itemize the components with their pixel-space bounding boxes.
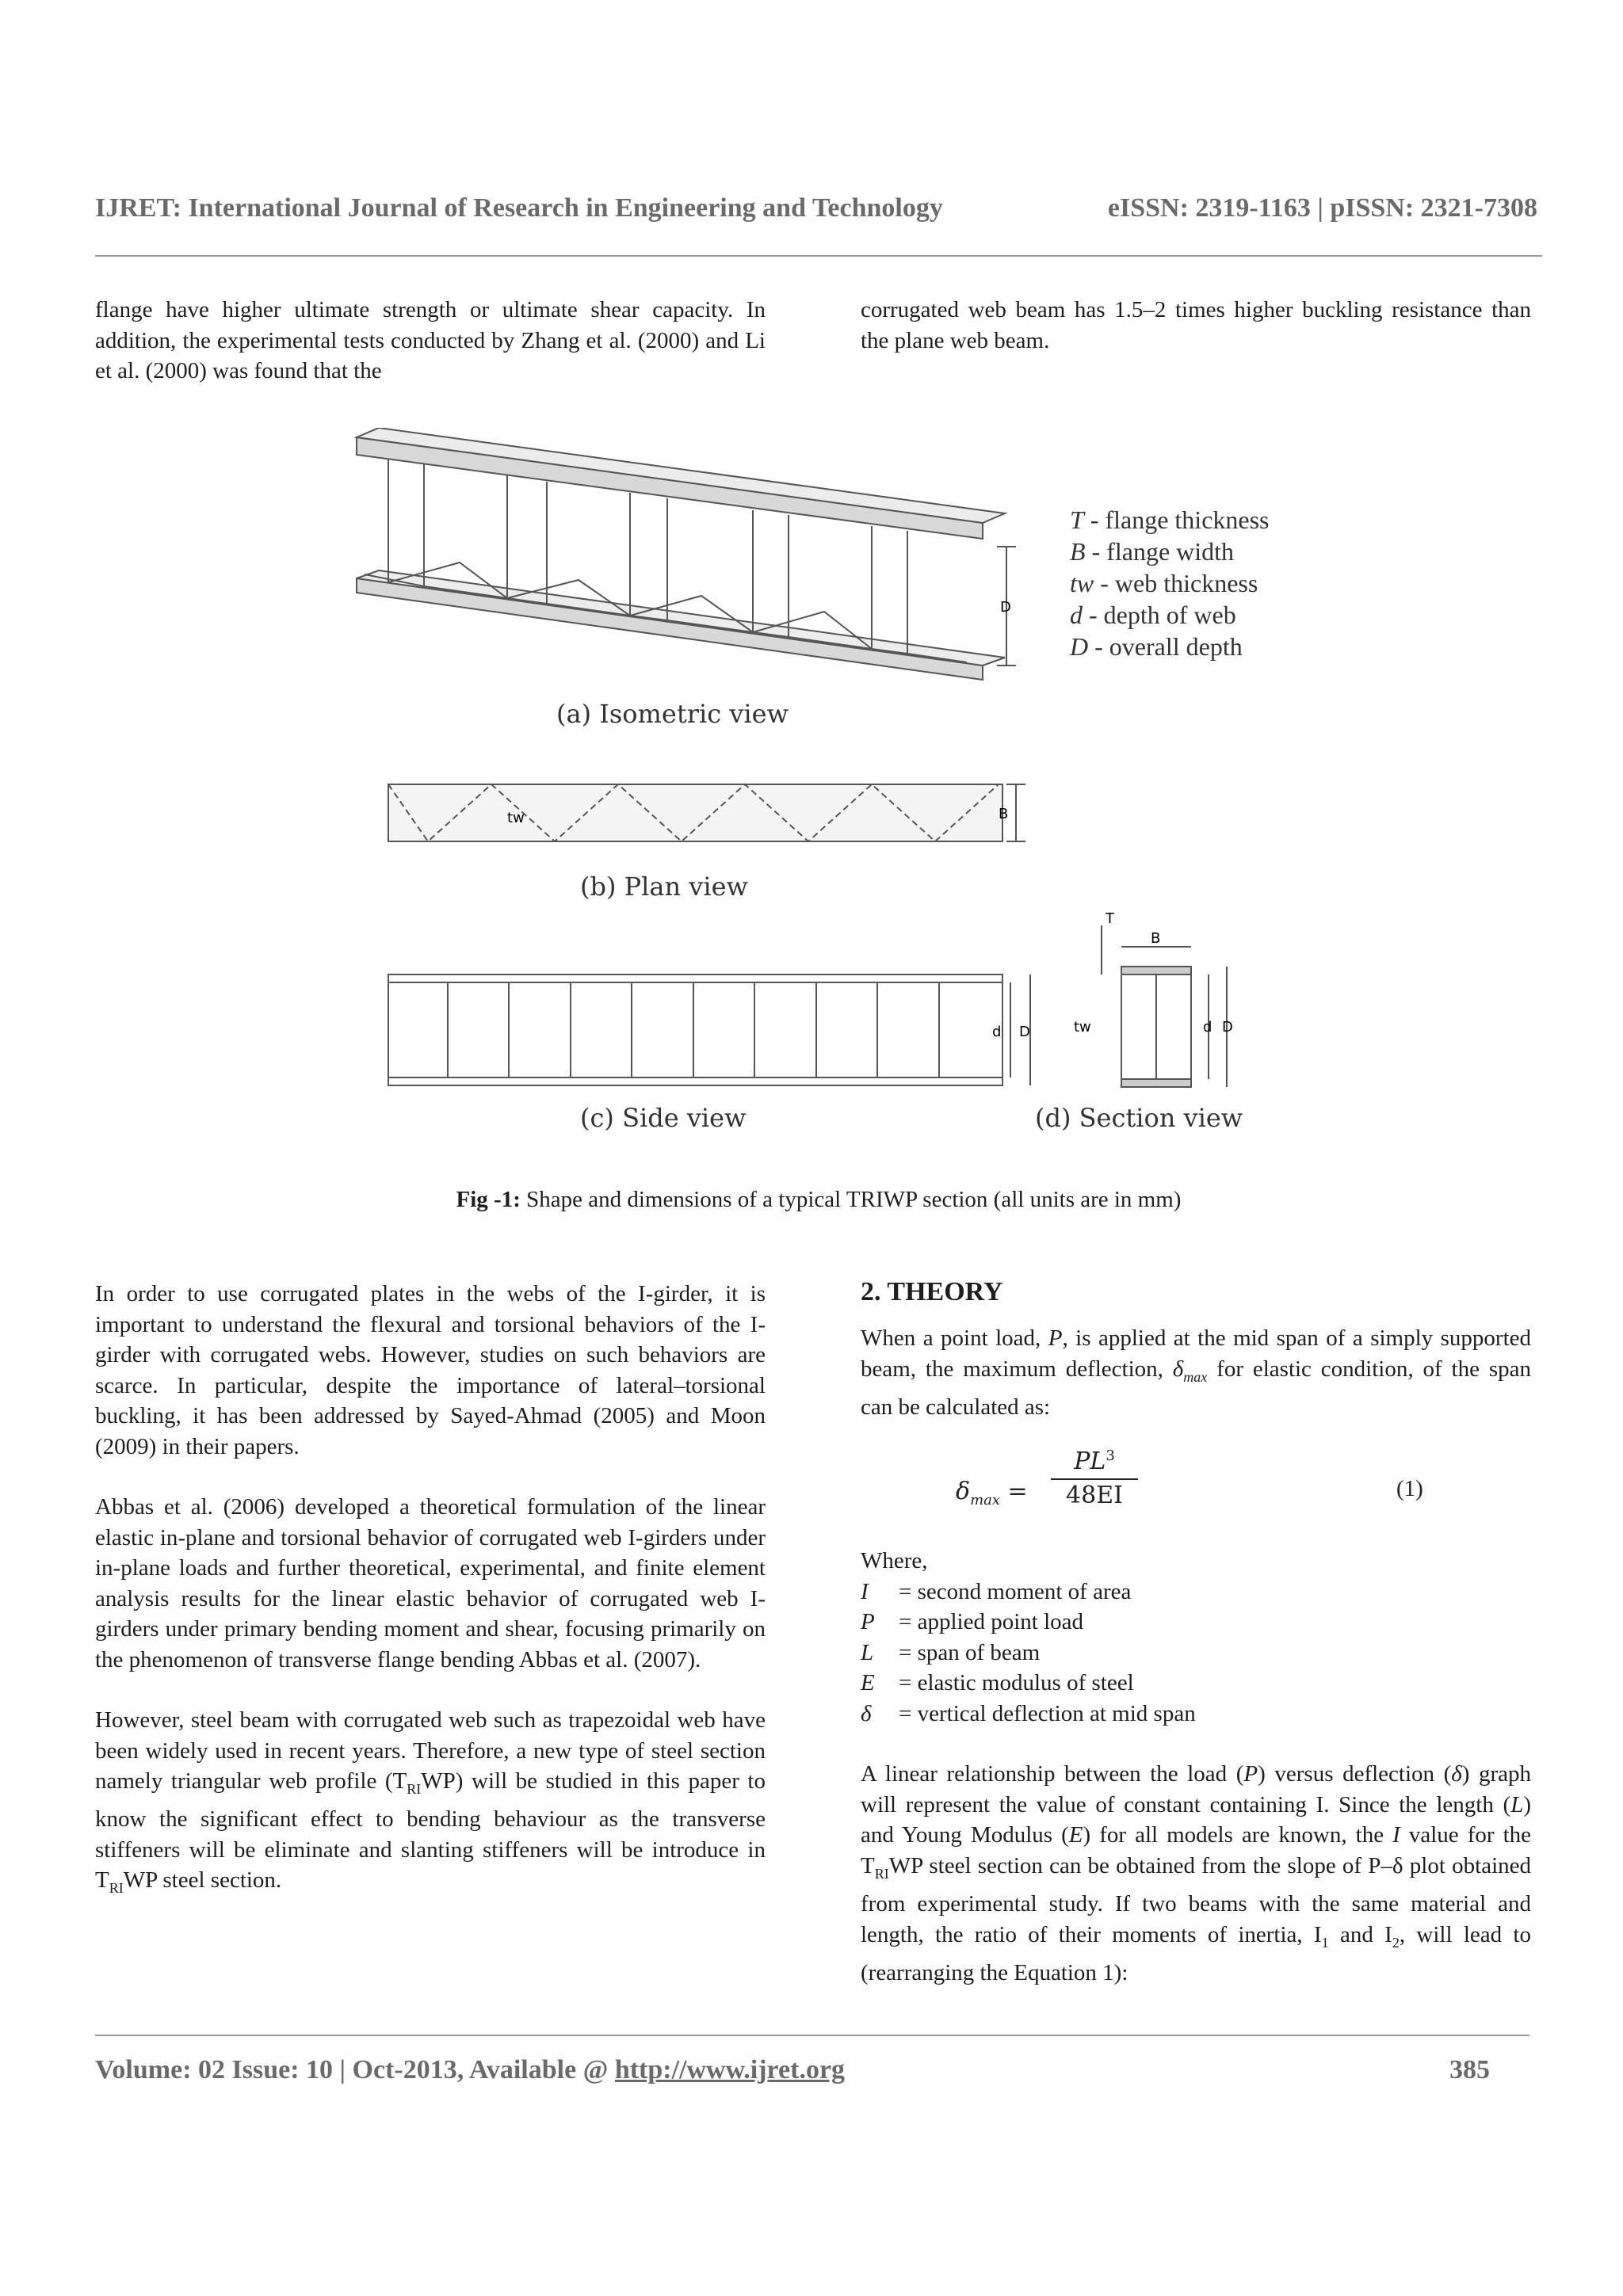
equation-1: $\delta_{max}$ = $PL^3$ 48EI (1) bbox=[956, 1447, 1423, 1510]
journal-url-link[interactable]: http://www.ijret.org bbox=[614, 2055, 846, 2084]
legend-item: T - flange thickness bbox=[1070, 505, 1270, 534]
isometric-view-drawing bbox=[357, 428, 1005, 680]
figure-caption: Fig -1: Shape and dimensions of a typical TRIWP section (all units are in mm) bbox=[456, 1187, 1182, 1212]
dim-tw-section: tw bbox=[1074, 1019, 1091, 1035]
legend-item: tw - web thickness bbox=[1070, 569, 1258, 597]
footer: Volume: 02 Issue: 10 | Oct-2013, Available @ http://www.ijret.org 385 bbox=[95, 2055, 1490, 2084]
section-heading: 2. THEORY bbox=[861, 1277, 1003, 1306]
paragraph: However, steel beam with corrugated web such as trapezoidal web have been widely used in recent years. Therefore, a new type of steel section namely triangular web profile $(T_{RI}WP)$ will be studied in this paper to know the significant effect to bending behaviour as the transverse stiffeners will be eliminate and slanting stiffeners will be introduce in $T_{RI}WP$ steel section. bbox=[95, 1707, 766, 1897]
footer-rule bbox=[95, 2035, 1529, 2036]
figure-1 bbox=[341, 428, 1316, 1228]
definition-row: E = elastic modulus of steel bbox=[861, 1670, 1134, 1696]
top-right-paragraph bbox=[861, 295, 1531, 356]
right-column bbox=[861, 1277, 1531, 1988]
dim-B-plan: B bbox=[999, 806, 1009, 822]
dim-D-section: D bbox=[1222, 1019, 1233, 1035]
paragraph: In order to use corrugated plates in the webs of the I-girder, it is important to understand the flexural and torsional behaviors of the I-girder with corrugated webs. However, studies on such behaviors are scarce. In particular, despite the importance of lateral–torsional buckling, it has been addressed by Sayed-Ahmad (2005) and Moon (2009) in their papers. bbox=[95, 1281, 766, 1459]
legend-item: d - depth of web bbox=[1070, 601, 1236, 629]
running-header bbox=[95, 193, 1537, 223]
label-isometric-view: (a) Isometric view bbox=[556, 699, 789, 729]
section-view-drawing bbox=[1121, 967, 1191, 1087]
issn: eISSN: 2319-1163 | pISSN: 2321-7308 bbox=[1107, 193, 1537, 223]
dim-tw-plan: tw bbox=[507, 810, 525, 826]
dim-D-iso: D bbox=[1000, 599, 1011, 616]
label-section-view: (d) Section view bbox=[1035, 1103, 1243, 1133]
header-rule bbox=[95, 255, 1542, 257]
definition-row: L = span of beam bbox=[861, 1639, 1041, 1665]
definition-row: P = applied point load bbox=[861, 1609, 1084, 1635]
journal-title: IJRET: International Journal of Research in Engineering and Technology bbox=[95, 193, 943, 223]
where-label: Where, bbox=[861, 1548, 928, 1574]
legend-item: D - overall depth bbox=[1070, 632, 1243, 661]
paragraph: When a point load, P, is applied at the mid span of a simply supported beam, the maximum deflection, $\delta_{max}$ for elastic condition, of the span can be calculated as: bbox=[861, 1325, 1531, 1420]
definition-row: I = second moment of area bbox=[861, 1578, 1132, 1604]
paragraph: corrugated web beam has 1.5–2 times higher buckling resistance than the plane web beam. bbox=[861, 297, 1531, 353]
left-column bbox=[95, 1279, 766, 1904]
dim-d-side: d bbox=[992, 1024, 1002, 1040]
dim-B-section: B bbox=[1151, 930, 1161, 947]
legend-item: B - flange width bbox=[1070, 537, 1235, 566]
variable-definitions bbox=[861, 1577, 1531, 1730]
top-left-paragraph bbox=[95, 295, 766, 387]
paragraph: Abbas et al. (2006) developed a theoretical formulation of the linear elastic in-plane and torsional behavior of corrugated web I-girders under in-plane loads and further theoretical, experimental, and finite element analysis results for the linear elastic behavior of corrugated web I-girders under primary bending moment and shear, focusing primarily on the phenomenon of transverse flange bending Abbas et al. (2007). bbox=[95, 1494, 766, 1672]
side-view-drawing bbox=[388, 974, 1002, 1085]
definition-row: δ = vertical deflection at mid span bbox=[861, 1700, 1196, 1726]
label-plan-view: (b) Plan view bbox=[580, 871, 748, 902]
label-side-view: (c) Side view bbox=[580, 1103, 747, 1133]
plan-view-drawing bbox=[388, 784, 1002, 841]
dim-T-section: T bbox=[1106, 910, 1114, 927]
page-number: 385 bbox=[1449, 2055, 1490, 2084]
dim-d-section: d bbox=[1203, 1019, 1212, 1035]
figure-legend bbox=[1070, 504, 1308, 662]
paragraph: flange have higher ultimate strength or ultimate shear capacity. In addition, the experimental tests conducted by Zhang et al. (2000) and Li et al. (2000) was found that the bbox=[95, 297, 766, 383]
paragraph: A linear relationship between the load (P) versus deflection (δ) graph will represent the value of constant containing I. Since the length (L) and Young Modulus (E) for all models are known, the I value for the $T_{RI}WP$ steel section can be obtained from the slope of P–δ plot obtained from experimental study. If two beams with the same material and length, the ratio of their moments of inertia, $I_1$ and $I_2$, will lead to (rearranging the Equation 1): bbox=[861, 1761, 1532, 1985]
dim-D-side: D bbox=[1019, 1024, 1030, 1040]
